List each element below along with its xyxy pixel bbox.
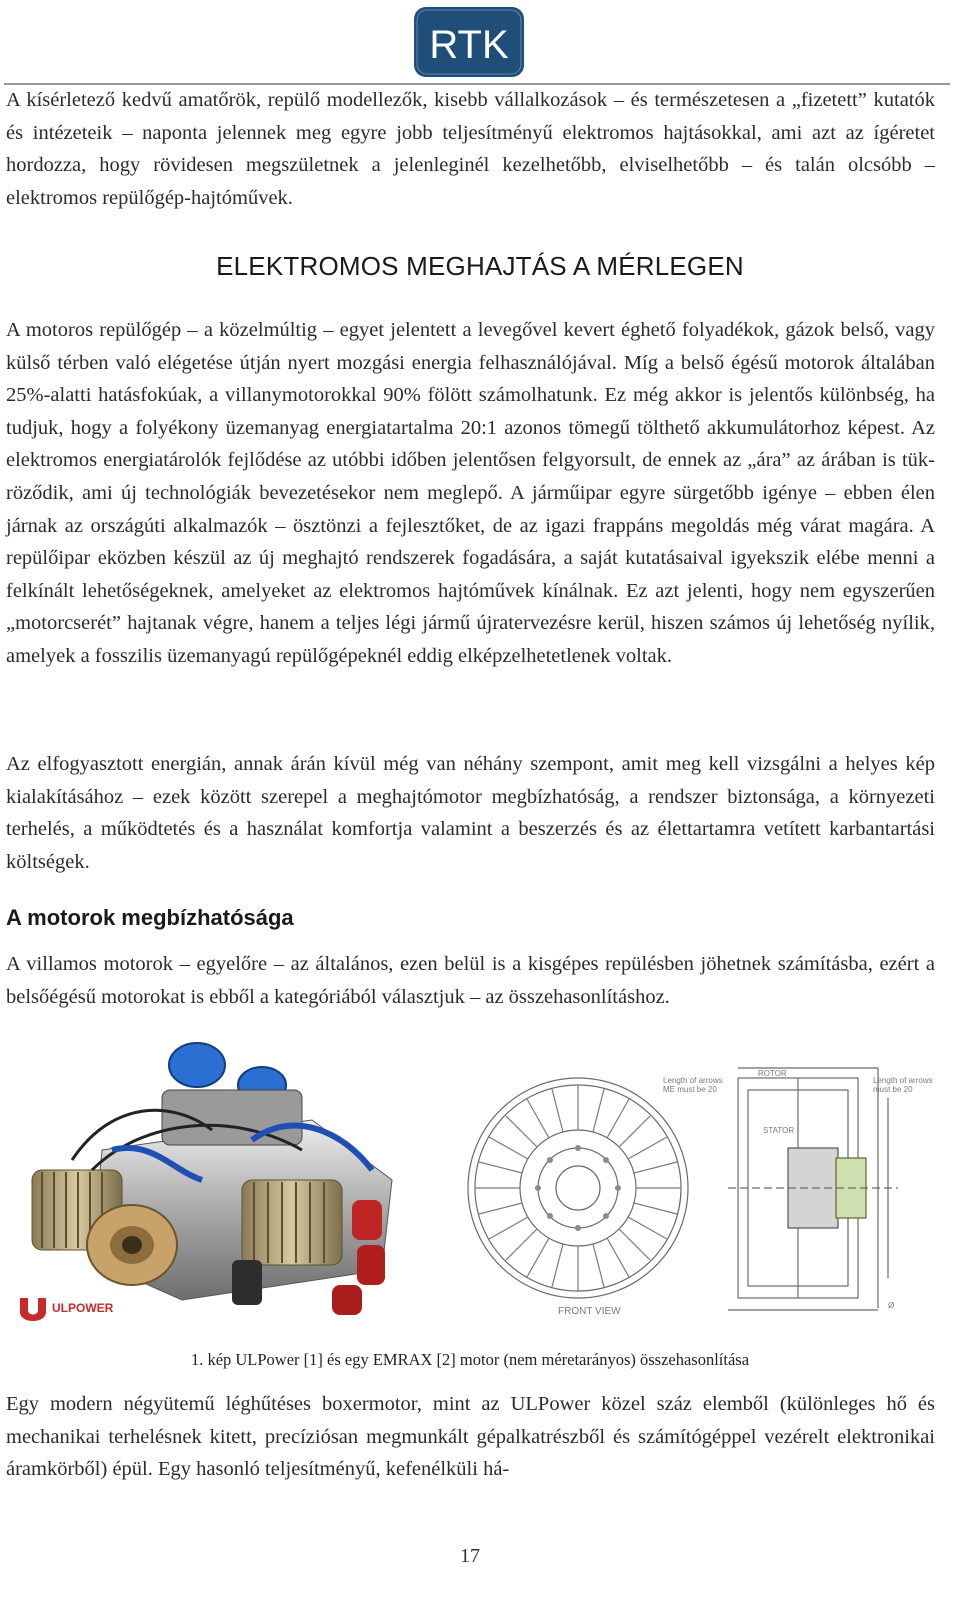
- ulpower-engine-image: [12, 1030, 442, 1335]
- section-paragraph-2: Az elfogyasztott energián, annak árán kívül még van néhány szempont, amit meg kell vizsgálni a helyes kép kialakításához – ezek között szerepel a meghajtómotor megbízhatóság, a rendszer biztonsága, a környezeti terhelés, a működtetés és a használat komfortja valamint a beszerzés és az élettartamra vetített karbantartási költségek.: [6, 753, 935, 873]
- intro-paragraph: A kísérletező kedvű amatőrök, repülő modellezők, kisebb vállalkozások – és természetesen a „fizetett” kutatók és intézeteik – naponta jelennek meg egyre jobb teljesítményű elektromos hajtásokkal, ami azt az ígéretet hordozza, hogy rövidesen megszületnek a jelenleginél kezelhetőbb, elviselhetőbb – és talán olcsóbb – elektromos repülőgép-hajtóművek.: [6, 89, 935, 209]
- svg-text:must be 20: must be 20: [873, 1085, 913, 1094]
- ulpower-logo-text: ULPOWER: [52, 1301, 114, 1315]
- subsection-paragraph-1: A villamos motorok – egyelőre – az általános, ezen belül is a kisgépes repülésben jöhetnek számításba, ezért a belsőégésű motorokat is ebből a kategóriából választjuk – az összehasonlításhoz.: [6, 953, 935, 1008]
- figure-caption: 1. kép ULPower [1] és egy EMRAX [2] motor (nem méretarányos) összehasonlítása: [190, 1350, 750, 1369]
- subsection-title: A motorok megbízhatósága: [6, 905, 294, 930]
- svg-text:ME must be 20: ME must be 20: [663, 1085, 717, 1094]
- ulpower-logo: [20, 1298, 114, 1321]
- section-title: ELEKTROMOS MEGHAJTÁS A MÉRLEGEN: [216, 251, 744, 281]
- svg-text:ROTOR: ROTOR: [758, 1069, 787, 1078]
- svg-text:Length of arrows: Length of arrows: [873, 1076, 933, 1085]
- page-number: 17: [460, 1545, 480, 1567]
- emrax-motor-drawing: [458, 1058, 938, 1320]
- rtk-logo: [413, 6, 525, 78]
- page-header: [0, 0, 960, 86]
- subsection-paragraph-2: Egy modern négyütemű léghűtéses boxermotor, mint az ULPower közel száz elemből (különleges hő és mechanikai terhelésnek kitett, precíziósan megmunkált gépalkatrészből és számítógéppel vezérelt elektronikai áramkörből) épül. Egy hasonló teljesítményű, kefenélküli há-: [6, 1393, 935, 1481]
- svg-text:Length of arrows: Length of arrows: [663, 1076, 723, 1085]
- front-view-label: FRONT VIEW: [558, 1306, 621, 1317]
- svg-text:STATOR: STATOR: [763, 1126, 795, 1135]
- section-paragraph-1: A motoros repülőgép – a közelmúltig – egyet jelentett a levegővel kevert éghető folyadékok, gázok belső, vagy külső térben való elégetése útján nyert mozgási energia felhasználójával. Míg a belső égésű motorok általában 25%-alatti hatásfokúak, a villanymotorokkal 90% fölött számolhatunk. Ez még akkor is jelentős különbség, ha tudjuk, hogy a folyékony üzemanyag energiatartalma 20:1 azonos tömegű tölthető akkumulátorhoz képest. Az elektromos energiatárolók fejlődése az utóbbi időben jelentősen felgyorsult, de ennek az „ára” az árában is tükröződik, ami új technológiák bevezetésekor nem meglepő. A járműipar egyre sürgetőbb igénye – ebben élen járnak az országúti alkalmazók – ösztönzi a fejlesztőket, de az igazi frappáns megoldás még várat magára. A repülőipar eközben készül az új meghajtó rendszerek fogadására, a saját kutatásaival igyekszik elébe menni a felkínált lehetőségeknek, amelyeket az elektromos hajtóművek kínálnak. Ez azt jelenti, hogy nem egyszerűen „motorcserét” hajtanak végre, hanem a teljes légi jármű újratervezésre kerül, hiszen számos új lehetőség nyílik, amelyek a fosszilis üzemanyagú repülőgépeknél eddig elképzelhetetlenek voltak.: [6, 319, 935, 667]
- logo-text: RTK: [429, 23, 509, 67]
- svg-text:Ø: Ø: [888, 1301, 895, 1310]
